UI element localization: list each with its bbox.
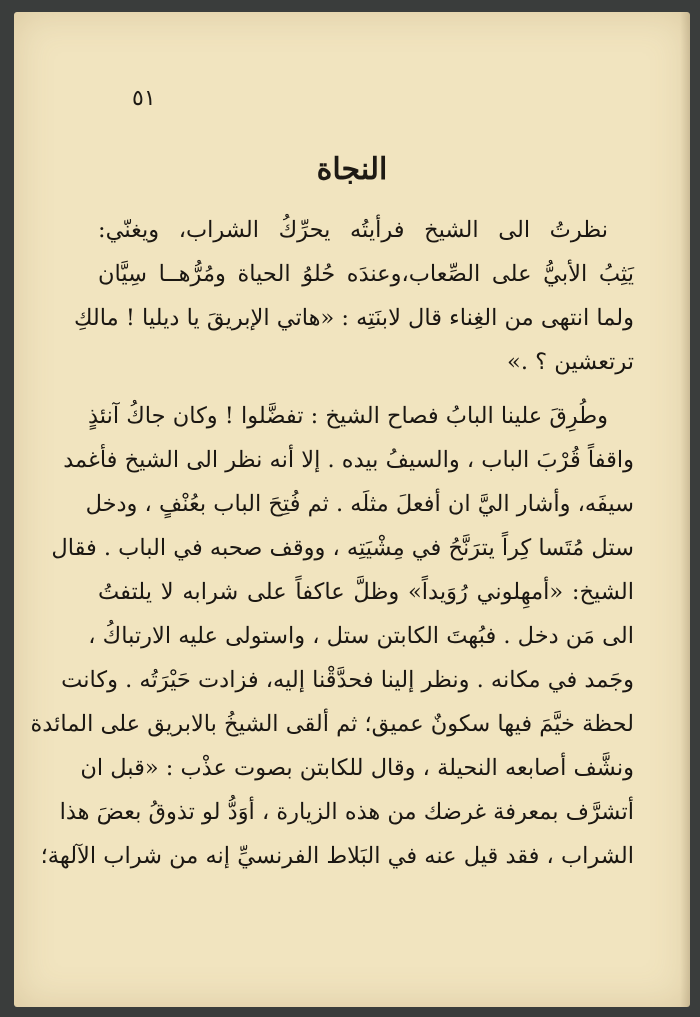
text-line: ونشَّف أصابعه النحيلة ، وقال للكابتن بصوت عذْب : «قبل ان (80, 755, 634, 781)
text-line: يَثِبُ الأبيُّ على الصِّعاب،وعندَه حُلوُ الحياة ومُرُّهــا سِيَّان (98, 261, 634, 287)
paragraph-2 (30, 394, 634, 878)
text-line: الشراب ، فقد قيل عنه في البَلاط الفرنسيِّ إنه من شراب الآلهة؛ (40, 843, 634, 869)
paragraph-1 (73, 208, 634, 384)
text-line: واقفاً قُرْبَ الباب ، والسيفُ بيده . إلا أنه نظر الى الشيخ فأغمد (63, 447, 634, 473)
chapter-title: النجاة (316, 152, 388, 187)
text-line: ترتعشين ؟ .» (507, 349, 634, 375)
text-line: الشيخ: «أمهِلوني رُوَيداً» وظلَّ عاكفاً على شرابه لا يلتفتُ (98, 579, 634, 605)
text-line: نظرتُ الى الشيخ فرأيتُه يحرِّكُ الشراب، ويغنّي: (98, 217, 608, 243)
text-line: الى مَن دخل . فبُهتَ الكابتن ستل ، واستولى عليه الارتباكُ ، (88, 623, 634, 649)
text-line: وطُرِقَ علينا البابُ فصاح الشيخ : تفضَّلوا ! وكان جاكُ آنئذٍ (87, 403, 608, 429)
text-line: أتشرَّف بمعرفة غرضك من هذه الزيارة ، أوَدُّ لو تذوقُ بعضَ هذا (59, 799, 634, 825)
text-line: لحظة خيَّمَ فيها سكونٌ عميق؛ ثم ألقى الشيخُ بالابريق على المائدة (30, 711, 634, 737)
text-line: سيفَه، وأشار اليَّ ان أفعلَ مثلَه . ثم فُتِحَ الباب بعُنْفٍ ، ودخل (85, 491, 634, 517)
text-line: ستل مُتَسا كِراً يترَنَّحُ في مِشْيَتِه ، ووقف صحبه في الباب . فقال (51, 535, 634, 561)
book-page (14, 12, 690, 1007)
text-line: ولما انتهى من الغِناء قال لابنَتِه : «هاتي الإبريقَ يا ديليا ! مالكِ (73, 305, 634, 331)
page-number: ٥١ (132, 86, 156, 111)
text-line: وجَمد في مكانه . ونظر إلينا فحدَّقْنا إليه، فزادت حَيْرَتُه . وكانت (61, 667, 634, 693)
